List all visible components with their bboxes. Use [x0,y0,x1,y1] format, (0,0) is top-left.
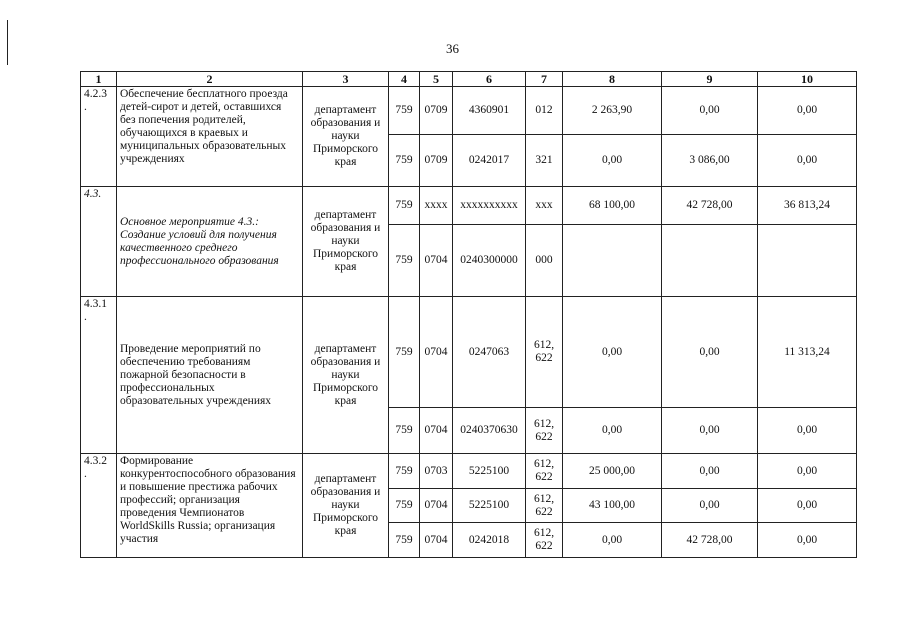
cell-section: 0703 [420,454,453,489]
cell-col9: 0,00 [662,87,758,135]
header-row [81,72,857,87]
cell-gl: 759 [389,297,420,408]
cell-target: 0242017 [453,135,526,187]
cell-gl: 759 [389,187,420,225]
row-description: Основное мероприятие 4.3.: Создание условий для получения качественного среднего профессионального образования [117,187,303,297]
row-department: департамент образования и науки Приморского края [303,454,389,558]
cell-col8: 68 100,00 [563,187,662,225]
cell-target: 5225100 [453,454,526,489]
row-description: Обеспечение бесплатного проезда детей-сирот и детей, оставшихся без попечения родителей, обучающихся в краевых и муниципальных образовательных учреждениях [117,87,303,187]
row-description: Формирование конкурентоспособного образования и повышение престижа рабочих профессий; организация проведения Чемпионатов WorldSkills Russia; организация участия [117,454,303,558]
cell-target: 0242018 [453,523,526,558]
cell-type: 321 [526,135,563,187]
cell-col8: 0,00 [563,297,662,408]
cell-section: 0704 [420,408,453,454]
cell-section: 0704 [420,297,453,408]
header-cell: 6 [453,72,526,87]
cell-gl: 759 [389,135,420,187]
cell-col10: 36 813,24 [758,187,857,225]
program-table [80,71,857,558]
table-row [81,454,857,489]
row-number: 4.3. [81,187,117,297]
table-row [81,297,857,408]
header-cell: 2 [117,72,303,87]
cell-gl: 759 [389,225,420,297]
cell-gl: 759 [389,454,420,489]
cell-col9: 42 728,00 [662,187,758,225]
row-description: Проведение мероприятий по обеспечению требованиям пожарной безопасности в профессиональных образовательных учреждениях [117,297,303,454]
cell-col10: 0,00 [758,135,857,187]
cell-section: 0709 [420,135,453,187]
cell-target: 0240370630 [453,408,526,454]
header-cell: 3 [303,72,389,87]
cell-col9: 0,00 [662,297,758,408]
cell-target: 5225100 [453,489,526,523]
cell-section: 0709 [420,87,453,135]
table-row [81,187,857,225]
cell-target: xxxxxxxxxx [453,187,526,225]
cell-gl: 759 [389,408,420,454]
cell-col9: 42 728,00 [662,523,758,558]
row-department: департамент образования и науки Приморского края [303,297,389,454]
cell-col9: 0,00 [662,489,758,523]
header-cell: 8 [563,72,662,87]
cell-col10: 0,00 [758,408,857,454]
cell-col10: 11 313,24 [758,297,857,408]
cell-section: xxxx [420,187,453,225]
header-cell: 9 [662,72,758,87]
header-cell: 7 [526,72,563,87]
cell-col10: 0,00 [758,523,857,558]
cell-col9: 3 086,00 [662,135,758,187]
cell-col9: 0,00 [662,454,758,489]
cell-col8: 0,00 [563,408,662,454]
cell-type: 612, 622 [526,408,563,454]
cell-col8: 0,00 [563,135,662,187]
table-row [81,87,857,135]
cell-target: 0240300000 [453,225,526,297]
cell-col8: 43 100,00 [563,489,662,523]
cell-col8: 25 000,00 [563,454,662,489]
cell-col10: 0,00 [758,87,857,135]
cell-gl: 759 [389,489,420,523]
cell-section: 0704 [420,225,453,297]
cell-gl: 759 [389,523,420,558]
cell-target: 0247063 [453,297,526,408]
cell-col8: 2 263,90 [563,87,662,135]
cell-section: 0704 [420,489,453,523]
row-number: 4.3.2 . [81,454,117,558]
cell-section: 0704 [420,523,453,558]
row-department: департамент образования и науки Приморского края [303,87,389,187]
cell-type: 000 [526,225,563,297]
row-number: 4.2.3 . [81,87,117,187]
cell-col8 [563,225,662,297]
cell-col8: 0,00 [563,523,662,558]
cell-type: 612, 622 [526,297,563,408]
cell-target: 4360901 [453,87,526,135]
header-cell: 10 [758,72,857,87]
cell-type: 612, 622 [526,523,563,558]
cell-col9: 0,00 [662,408,758,454]
cell-col10: 0,00 [758,489,857,523]
header-cell: 4 [389,72,420,87]
cell-gl: 759 [389,87,420,135]
cell-col10 [758,225,857,297]
row-department: департамент образования и науки Приморского края [303,187,389,297]
cell-type: xxx [526,187,563,225]
header-cell: 1 [81,72,117,87]
cell-type: 012 [526,87,563,135]
cell-col10: 0,00 [758,454,857,489]
cell-type: 612, 622 [526,489,563,523]
header-cell: 5 [420,72,453,87]
cell-type: 612, 622 [526,454,563,489]
row-number: 4.3.1 . [81,297,117,454]
cell-col9 [662,225,758,297]
page-number: 36 [446,41,459,56]
